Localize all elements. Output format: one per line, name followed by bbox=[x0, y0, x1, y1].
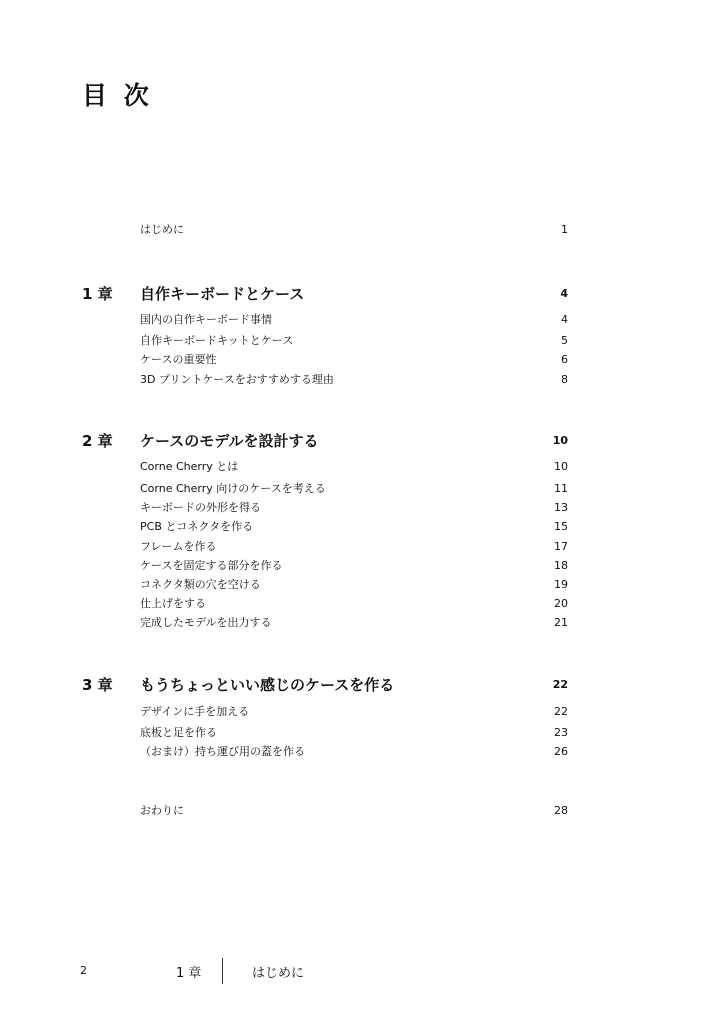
chapter-page: 10 bbox=[552, 434, 568, 447]
toc-entry-label: 底板と足を作る bbox=[140, 726, 217, 739]
toc-entry-page: 20 bbox=[554, 597, 568, 610]
toc-entry-page: 13 bbox=[554, 501, 568, 514]
chapter-title: 自作キーボードとケース bbox=[140, 285, 305, 303]
toc-chapter-2[interactable] bbox=[82, 430, 568, 452]
toc-entry[interactable] bbox=[140, 704, 568, 720]
toc-entry-label: コネクタ類の穴を空ける bbox=[140, 578, 261, 591]
page-title: 目 次 bbox=[82, 81, 153, 110]
toc-entry[interactable] bbox=[140, 333, 568, 349]
chapter-number: 3 章 bbox=[82, 676, 113, 694]
chapter-title: ケースのモデルを設計する bbox=[140, 432, 319, 450]
toc-entry-label: PCB とコネクタを作る bbox=[140, 520, 254, 533]
toc-entry[interactable] bbox=[140, 744, 568, 760]
toc-entry[interactable] bbox=[140, 725, 568, 741]
toc-entry[interactable] bbox=[140, 539, 568, 555]
toc-entry-page: 18 bbox=[554, 559, 568, 572]
toc-entry[interactable] bbox=[140, 500, 568, 516]
toc-entry[interactable] bbox=[140, 577, 568, 593]
toc-entry[interactable] bbox=[140, 459, 568, 475]
toc-entry-label: 国内の自作キーボード事情 bbox=[140, 313, 272, 326]
toc-entry-page: 5 bbox=[561, 334, 568, 347]
toc-entry-page: 28 bbox=[554, 804, 568, 817]
toc-chapter-1[interactable] bbox=[82, 283, 568, 305]
footer-section: はじめに bbox=[252, 966, 305, 981]
toc-entry-label: 完成したモデルを出力する bbox=[140, 616, 272, 629]
toc-entry-page: 1 bbox=[561, 223, 568, 236]
toc-entry[interactable] bbox=[140, 519, 568, 535]
toc-entry[interactable] bbox=[140, 481, 568, 497]
toc-entry-label: ケースを固定する部分を作る bbox=[140, 559, 283, 572]
toc-entry-page: 6 bbox=[561, 353, 568, 366]
chapter-number: 2 章 bbox=[82, 432, 113, 450]
toc-entry-outro[interactable] bbox=[140, 803, 568, 819]
footer-divider bbox=[222, 958, 223, 984]
toc-entry-label: 仕上げをする bbox=[140, 597, 206, 610]
toc-entry-label: おわりに bbox=[140, 804, 184, 817]
toc-entry-label: 自作キーボードキットとケース bbox=[140, 334, 294, 347]
toc-entry-label: デザインに手を加える bbox=[140, 705, 250, 718]
toc-entry[interactable] bbox=[140, 596, 568, 612]
toc-entry-intro[interactable] bbox=[140, 222, 568, 238]
toc-entry-page: 19 bbox=[554, 578, 568, 591]
toc-entry-page: 26 bbox=[554, 745, 568, 758]
chapter-page: 4 bbox=[560, 287, 568, 300]
toc-entry-label: Corne Cherry 向けのケースを考える bbox=[140, 482, 326, 495]
toc-entry[interactable] bbox=[140, 312, 568, 328]
chapter-page: 22 bbox=[552, 678, 568, 691]
toc-entry-label: Corne Cherry とは bbox=[140, 460, 239, 473]
toc-entry-label: 3D プリントケースをおすすめする理由 bbox=[140, 373, 334, 386]
toc-entry-page: 23 bbox=[554, 726, 568, 739]
toc-entry-label: ケースの重要性 bbox=[140, 353, 217, 366]
toc-entry-page: 4 bbox=[561, 313, 568, 326]
toc-entry-page: 21 bbox=[554, 616, 568, 629]
toc-entry-page: 8 bbox=[561, 373, 568, 386]
toc-entry[interactable] bbox=[140, 615, 568, 631]
toc-entry-label: フレームを作る bbox=[140, 540, 217, 553]
toc-entry-label: はじめに bbox=[140, 223, 184, 236]
toc-entry-page: 15 bbox=[554, 520, 568, 533]
toc-entry-page: 10 bbox=[554, 460, 568, 473]
toc-entry[interactable] bbox=[140, 558, 568, 574]
toc-entry[interactable] bbox=[140, 372, 568, 388]
toc-entry[interactable] bbox=[140, 352, 568, 368]
toc-entry-label: キーボードの外形を得る bbox=[140, 501, 261, 514]
toc-chapter-3[interactable] bbox=[82, 674, 568, 696]
toc-entry-page: 22 bbox=[554, 705, 568, 718]
toc-entry-page: 11 bbox=[554, 482, 568, 495]
toc-entry-label: （おまけ）持ち運び用の蓋を作る bbox=[140, 745, 305, 758]
footer-page-number: 2 bbox=[80, 964, 87, 977]
toc-entry-page: 17 bbox=[554, 540, 568, 553]
footer-chapter: 1 章 bbox=[176, 966, 202, 981]
chapter-number: 1 章 bbox=[82, 285, 113, 303]
chapter-title: もうちょっといい感じのケースを作る bbox=[140, 676, 395, 694]
